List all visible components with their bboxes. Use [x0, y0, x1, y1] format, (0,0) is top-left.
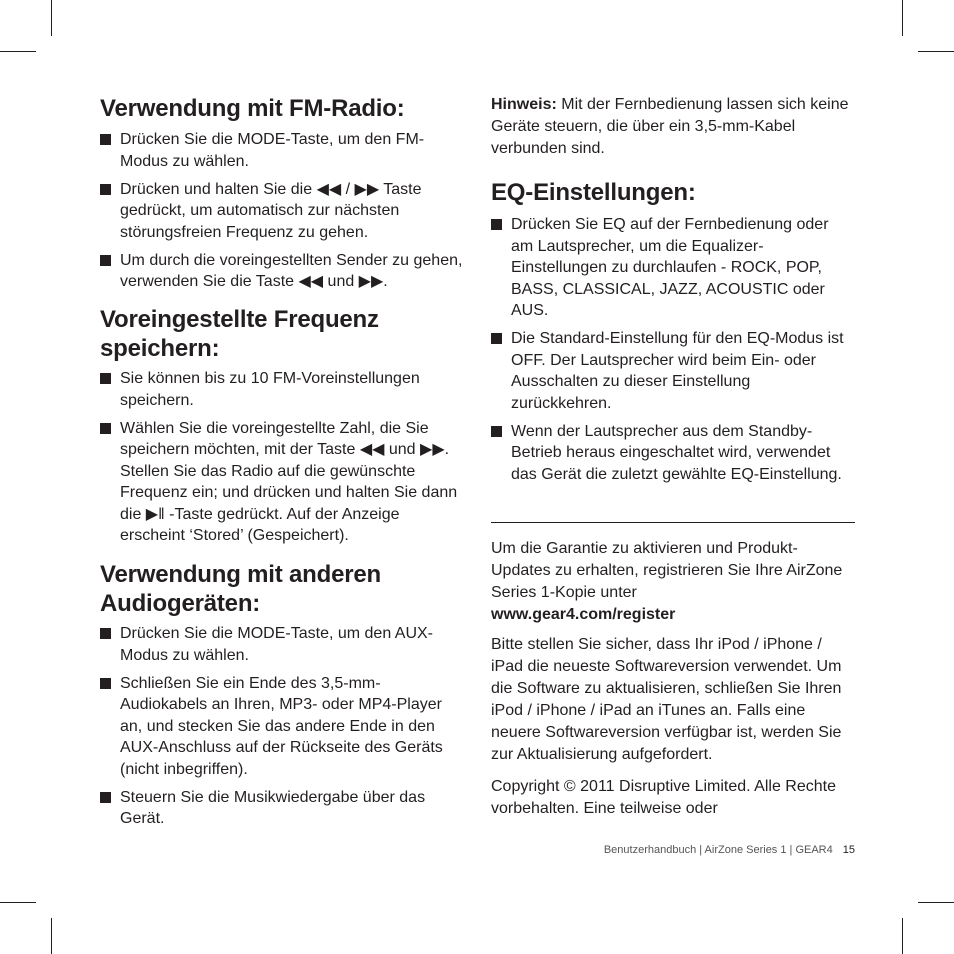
footer-text: Benutzerhandbuch | AirZone Series 1 | GEAR4 — [603, 844, 833, 856]
warranty-paragraph — [491, 538, 855, 626]
bullet-square-icon — [491, 333, 502, 344]
fm-radio-list — [100, 129, 465, 299]
list-item: Drücken Sie die MODE-Taste, um den AUX-Modus zu wählen. — [100, 623, 465, 666]
preset-list — [100, 368, 465, 553]
list-item: Die Standard-Einstellung für den EQ-Modus ist OFF. Der Lautsprecher wird beim Ein- oder Ausschalten zu dieser Einstellung zurückkehren. — [491, 328, 855, 414]
list-item: Schließen Sie ein Ende des 3,5-mm-Audiokabels an Ihren, MP3- oder MP4-Player an, und stecken Sie das andere Ende in den AUX-Anschluss auf der Rückseite des Geräts (nicht inbegriffen). — [100, 673, 465, 781]
list-item: Drücken und halten Sie die ◀◀ / ▶▶ Taste gedrückt, um automatisch zur nächsten störungsfreien Frequenz zu gehen. — [100, 179, 465, 244]
other-audio-list — [100, 623, 465, 836]
crop-mark — [51, 918, 52, 954]
section-title-fm-radio: Verwendung mit FM-Radio: — [100, 95, 405, 122]
note-paragraph — [491, 94, 855, 160]
bullet-square-icon — [491, 219, 502, 230]
crop-mark — [902, 0, 903, 36]
divider — [491, 522, 855, 523]
list-item: Steuern Sie die Musikwiedergabe über das Gerät. — [100, 787, 465, 830]
section-title-preset: Voreingestellte Frequenz speichern: — [100, 306, 379, 362]
bullet-square-icon — [100, 792, 111, 803]
bullet-square-icon — [100, 423, 111, 434]
bullet-square-icon — [100, 628, 111, 639]
crop-mark — [918, 902, 954, 903]
crop-mark — [918, 51, 954, 52]
list-item: Drücken Sie EQ auf der Fernbedienung oder am Lautsprecher, um die Equalizer-Einstellungen zu durchlaufen - ROCK, POP, BASS, CLASSICAL, JAZZ, ACOUSTIC oder AUS. — [491, 214, 855, 322]
bullet-square-icon — [100, 678, 111, 689]
bullet-square-icon — [491, 426, 502, 437]
list-item: Um durch die voreingestellten Sender zu gehen, verwenden Sie die Taste ◀◀ und ▶▶. — [100, 250, 465, 293]
update-paragraph: Bitte stellen Sie sicher, dass Ihr iPod / iPhone / iPad die neueste Softwareversion verwendet. Um die Software zu aktualisieren, schließen Sie Ihren iPod / iPhone / iPad an iTunes an. Falls eine neuere Softwareversion verfügbar ist, werden Sie zur Aktualisierung aufgefordert. — [491, 636, 842, 763]
crop-mark — [902, 918, 903, 954]
bullet-square-icon — [100, 184, 111, 195]
bullet-square-icon — [100, 255, 111, 266]
bullet-square-icon — [100, 134, 111, 145]
crop-mark — [0, 51, 36, 52]
bullet-square-icon — [100, 373, 111, 384]
list-item: Sie können bis zu 10 FM-Voreinstellungen speichern. — [100, 368, 465, 411]
list-item: Wählen Sie die voreingestellte Zahl, die Sie speichern möchten, mit der Taste ◀◀ und ▶▶. Stellen Sie das Radio auf die gewünschte Frequenz ein; und drücken und halten Sie dann die ▶ǁ -Taste gedrückt. Auf der Anzeige erscheint ‘Stored’ (Gespeichert). — [100, 418, 465, 547]
list-item: Drücken Sie die MODE-Taste, um den FM-Modus zu wählen. — [100, 129, 465, 172]
crop-mark — [51, 0, 52, 36]
section-title-eq: EQ-Einstellungen: — [491, 179, 696, 206]
warranty-text: Um die Garantie zu aktivieren und Produkt-Updates zu erhalten, registrieren Sie Ihre AirZone Series 1-Kopie unter — [491, 540, 843, 601]
register-link[interactable]: www.gear4.com/register — [491, 606, 676, 623]
note-label: Hinweis: — [491, 96, 557, 113]
crop-mark — [0, 902, 36, 903]
list-item: Wenn der Lautsprecher aus dem Standby-Betrieb heraus eingeschaltet wird, verwendet das Gerät die zuletzt gewählte EQ-Einstellung. — [491, 421, 855, 486]
note-text: Mit der Fernbedienung lassen sich keine Geräte steuern, die über ein 3,5-mm-Kabel verbunden sind. — [491, 96, 849, 157]
eq-list — [491, 214, 855, 492]
copyright-paragraph: Copyright © 2011 Disruptive Limited. Alle Rechte vorbehalten. Eine teilweise oder — [491, 778, 836, 817]
page-number: 15 — [842, 844, 855, 856]
page-footer — [604, 843, 855, 857]
section-title-other-audio: Verwendung mit anderen Audiogeräten: — [100, 561, 381, 617]
